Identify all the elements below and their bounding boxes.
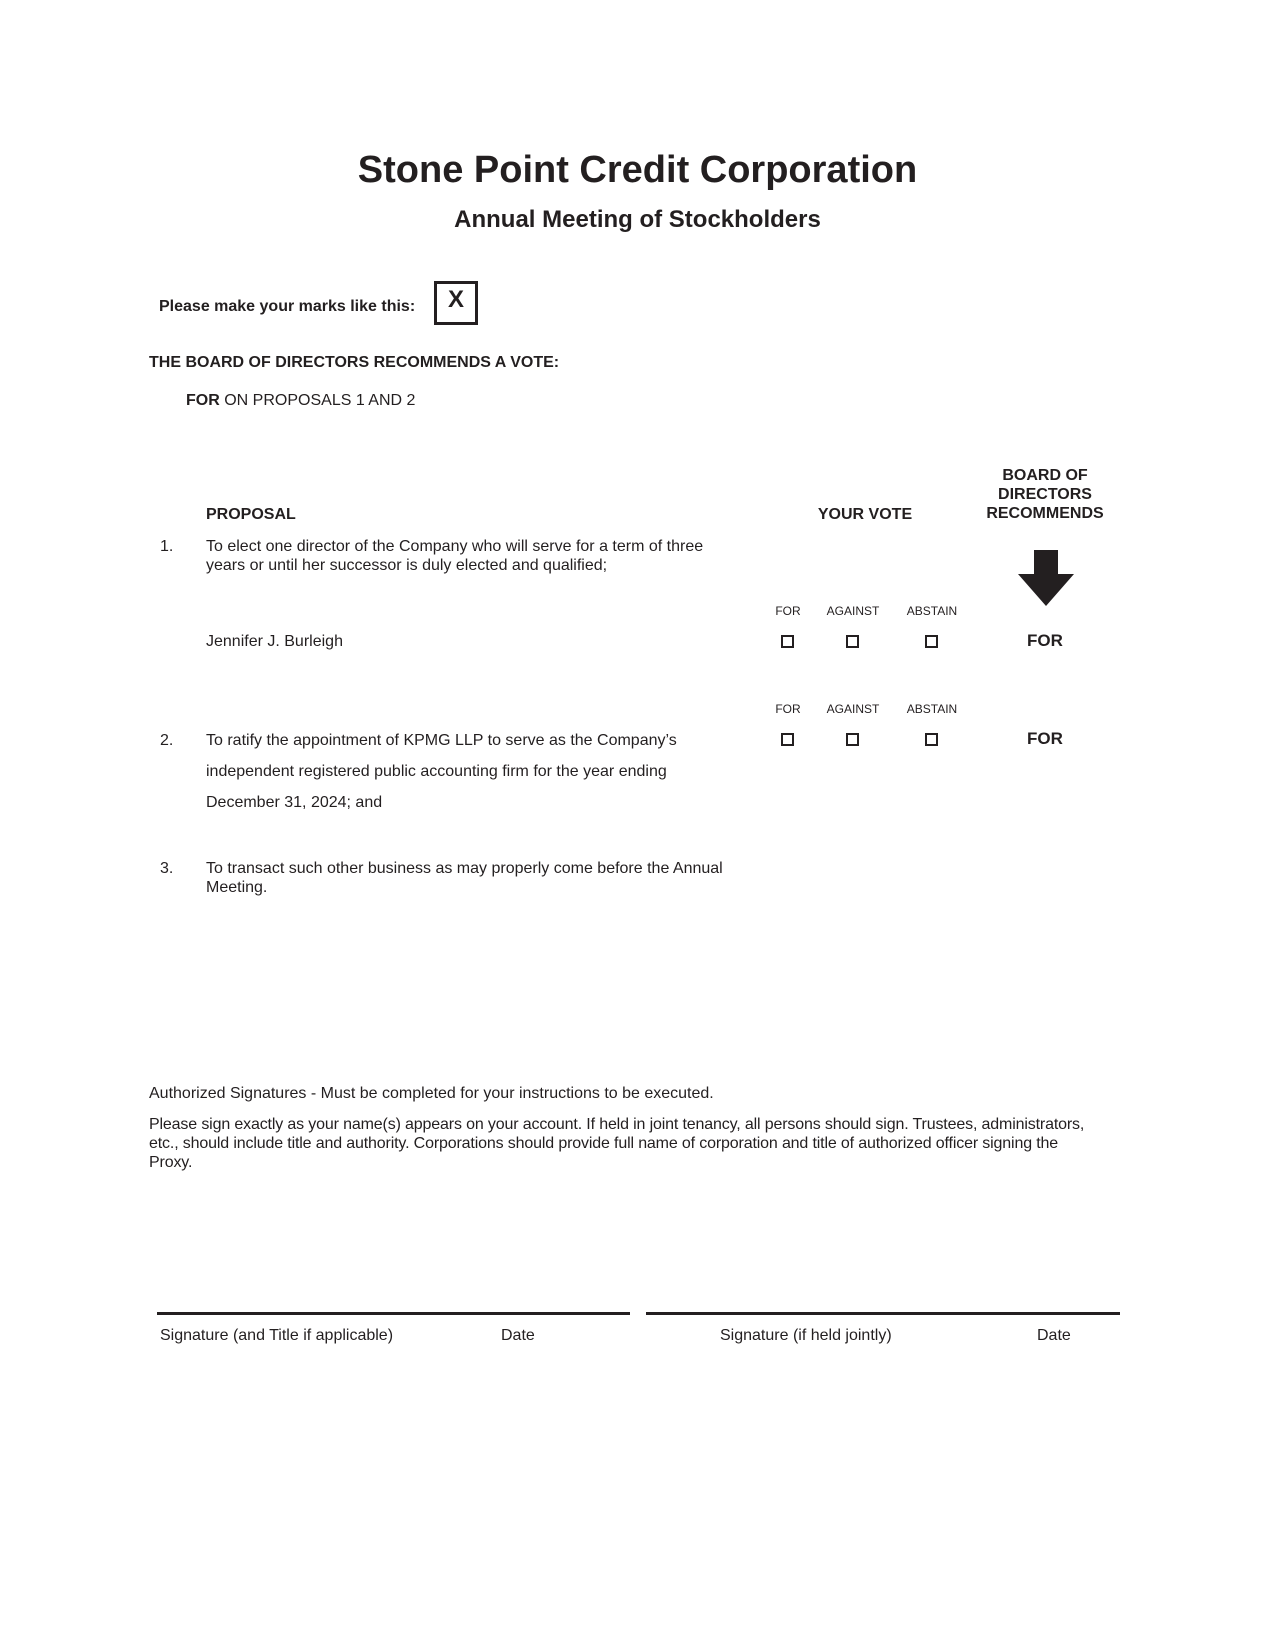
vote-label-abstain: ABSTAIN [906,604,958,618]
instruction-line2: etc., should include title and authority. Corporations should provide full name of corporation and title of authorized officer signing the [149,1135,1059,1152]
proposal-2-recommendation: FOR [1027,729,1063,748]
proposal-2-for-checkbox[interactable] [781,733,794,746]
board-header-line1: BOARD OF [1002,467,1088,484]
proposal-1-recommendation: FOR [1027,631,1063,650]
authorized-signatures-note: Authorized Signatures - Must be completed for your instructions to be executed. [149,1085,714,1102]
signature-line-2[interactable] [646,1312,1120,1315]
vote-label-for: FOR [775,604,801,618]
proposal-3-text [206,859,723,897]
proposal-1-line1: To elect one director of the Company who will serve for a term of three [206,538,704,555]
your-vote-header: YOUR VOTE [817,506,913,523]
date-2-label: Date [1037,1327,1071,1344]
for-word: FOR [186,392,220,409]
board-recommendation-line [186,392,415,410]
proposal-2-line2: independent registered public accounting firm for the year ending [206,763,667,780]
proposal-1-for-checkbox[interactable] [781,635,794,648]
proposal-1-abstain-checkbox[interactable] [925,635,938,648]
proposal-1-number: 1. [160,538,174,555]
board-recommendation-heading: THE BOARD OF DIRECTORS RECOMMENDS A VOTE: [149,354,560,371]
proposal-3-line2: Meeting. [206,879,268,896]
proposal-2-line3: December 31, 2024; and [206,794,383,811]
vote-label-against: AGAINST [826,604,880,618]
board-recommends-header [965,466,1125,523]
proposal-header: PROPOSAL [206,506,296,523]
signature-line-1[interactable] [157,1312,630,1315]
down-arrow-icon [1018,550,1074,606]
document-subtitle: Annual Meeting of Stockholders [454,206,821,233]
proposal-1-line2: years or until her successor is duly elected and qualified; [206,557,608,574]
marks-instruction: Please make your marks like this: [159,298,416,315]
date-1-label: Date [501,1327,535,1344]
example-mark-box: X [434,281,478,325]
proposal-2-text [206,725,677,818]
proposal-2-against-checkbox[interactable] [846,733,859,746]
vote-label-for: FOR [775,702,801,716]
board-header-line2: DIRECTORS [998,486,1092,503]
proposal-3-number: 3. [160,860,174,877]
proposal-2-abstain-checkbox[interactable] [925,733,938,746]
instruction-line3: Proxy. [149,1154,193,1171]
signature-instructions [149,1115,1119,1172]
proposal-3-line1: To transact such other business as may properly come before the Annual [206,860,723,877]
proposal-1-against-checkbox[interactable] [846,635,859,648]
document-title: Stone Point Credit Corporation [357,149,918,191]
vote-label-abstain: ABSTAIN [906,702,958,716]
board-header-line3: RECOMMENDS [986,505,1104,522]
proposal-2-line1: To ratify the appointment of KPMG LLP to serve as the Company’s [206,732,677,749]
signature-2-label: Signature (if held jointly) [720,1327,892,1344]
proposal-2-number: 2. [160,732,174,749]
for-rest: ON PROPOSALS 1 AND 2 [224,392,416,409]
proposal-1-text [206,537,703,575]
instruction-line1: Please sign exactly as your name(s) appears on your account. If held in joint tenancy, all persons should sign. Trustees, administrators, [149,1116,1085,1133]
signature-1-label: Signature (and Title if applicable) [160,1327,394,1344]
vote-label-against: AGAINST [826,702,880,716]
nominee-name: Jennifer J. Burleigh [206,633,343,650]
